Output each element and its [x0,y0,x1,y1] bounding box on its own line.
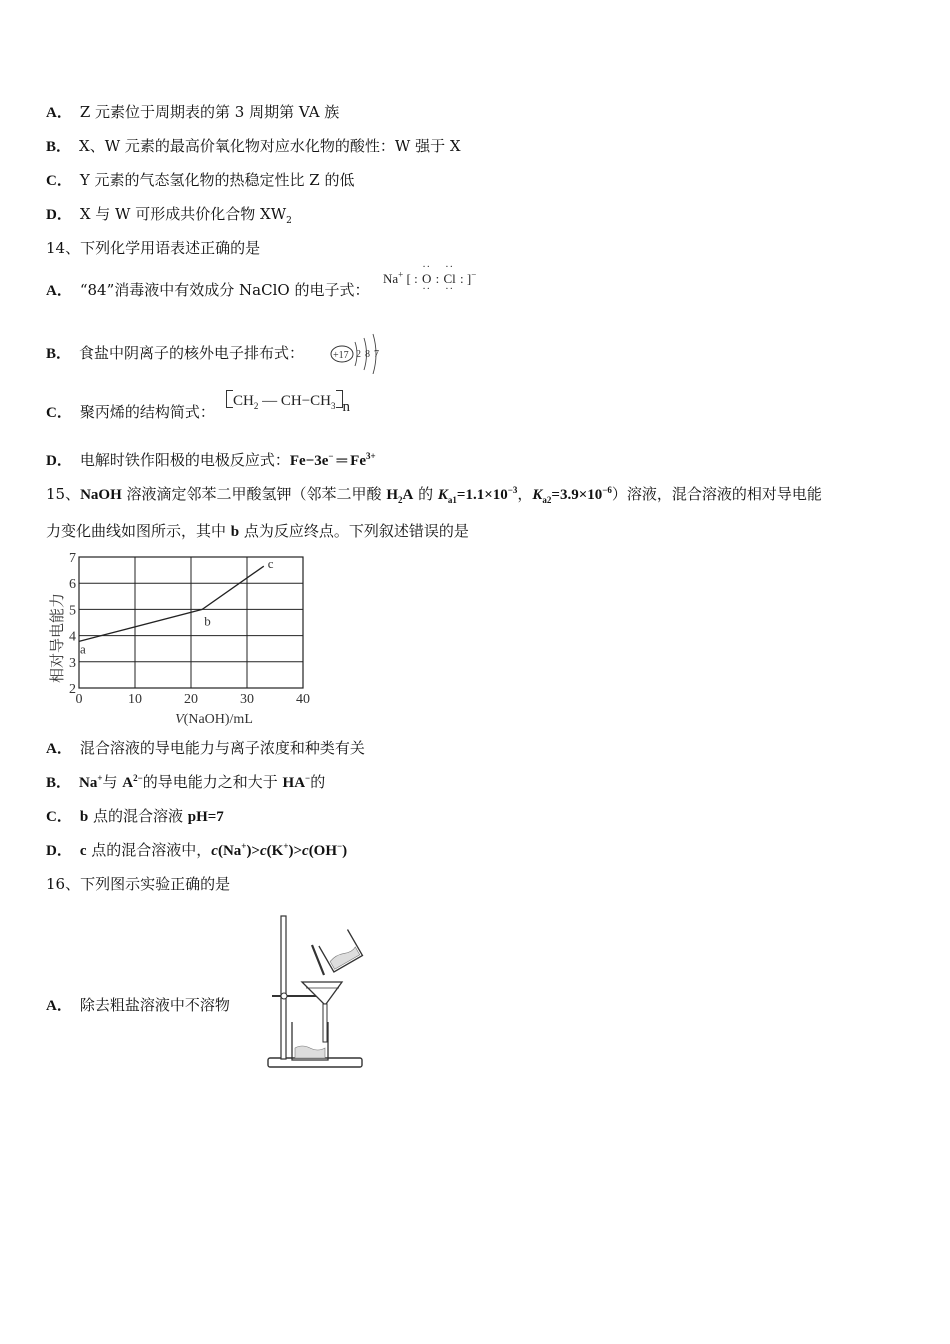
bracket-close [336,390,343,408]
electron-pair: : [414,271,418,286]
exponent: −6 [602,485,612,495]
stem-text: ）溶液，混合溶液的相对导电能 [611,485,822,503]
charge: + [241,841,247,851]
y-tick-label: 4 [69,629,76,645]
x-axis-label: V(NaOH)/mL [175,712,253,727]
charge: + [283,841,289,851]
equation-rhs: Fe [350,453,366,469]
q15-stem-line1 [46,484,822,505]
option-label: C． [46,173,72,189]
oxygen-atom [421,262,432,295]
conductivity-curve [79,566,264,641]
point-b: b [230,524,240,540]
q15-option-b [46,772,325,793]
dots-top: ·· [422,262,431,273]
ka2-value: =3.9×10 [551,487,603,503]
option-text: 食盐中阴离子的核外电子排布式： [79,344,305,362]
stem-text: 溶液滴定邻苯二甲酸氢钾（邻苯二甲酸 [121,485,387,503]
bond: − [301,393,311,409]
subscript: 2 [397,495,403,505]
subscript: 2 [286,216,292,226]
option-text: 混合溶液的导电能力与离子浓度和种类有关 [79,739,365,757]
x-tick-label: 40 [296,692,310,707]
shell-3: 7 [374,349,379,360]
funnel [302,982,342,1004]
q14-option-a [46,280,369,301]
charge: 2− [133,773,143,783]
y-tick-label: 2 [69,682,76,697]
option-label: A． [46,105,72,121]
repeat-n: n [342,399,350,415]
q13-option-a [46,102,339,123]
option-text: X 与 W 可形成共价化合物 XW [79,205,287,223]
q15-option-d [46,840,347,861]
ion-ha: HA [282,775,306,791]
ka1-value: =1.1×10 [456,487,508,503]
q14-stem: 14、下列化学用语表述正确的是 [46,239,261,257]
point-b: b [79,809,89,825]
option-label: B． [46,775,72,791]
point-label-c: c [267,556,274,572]
stand-rod [281,916,286,1059]
filtrate-liquid [295,1046,325,1058]
q16-stem: 16、下列图示实验正确的是 [46,875,231,893]
dots-bottom: ·· [445,284,454,295]
subscript: 3 [331,401,336,411]
option-text: 聚丙烯的结构简式： [79,403,215,421]
nucleus-charge: +17 [333,350,349,361]
naoh: NaOH [80,487,122,503]
ion: (K [266,843,284,859]
x-tick-label: 20 [184,692,198,707]
option-text: 点的混合溶液中， [86,841,212,859]
funnel-stem [323,1004,327,1042]
h2a: H [386,487,398,503]
option-text: 与 [102,773,123,791]
q14-option-c [46,402,215,423]
ion-a: A [122,775,134,791]
stem-text: 点为反应终点。下列叙述错误的是 [239,522,469,540]
option-label: D． [46,207,72,223]
electron-pair: : [460,271,464,286]
naclo-electron-formula [383,262,477,295]
bracket-open [226,390,233,408]
option-label: A． [46,998,72,1014]
equation-lhs: Fe−3e [289,453,329,469]
bond: — [262,393,278,409]
polypropylene-formula [226,390,350,416]
option-text: 的导电能力之和大于 [142,773,283,791]
chart-grid [79,557,303,688]
pouring-beaker [319,930,363,972]
dots-bottom: ·· [422,284,431,295]
q16-option-a [46,995,230,1016]
y-tick-label: 6 [69,577,76,593]
equals-sign: ═ [336,453,348,469]
point-label-b: b [204,613,211,629]
option-label: D． [46,843,72,859]
atom-symbol: O [421,271,432,286]
q15-stem-line2 [46,521,469,542]
anion-charge: − [471,269,477,280]
q13-option-d [46,204,292,225]
q14-option-b [46,343,304,364]
charge: + [97,773,103,783]
ion: (Na [217,843,242,859]
subscript: 2 [253,401,259,411]
option-text: “84”消毒液中有效成分 NaClO 的电子式： [79,281,370,299]
option-text: 电解时铁作阳极的电极反应式： [79,451,290,469]
stem-text: 的 [413,485,438,503]
dots-top: ·· [445,262,454,273]
option-label: D． [46,453,72,469]
conductivity-chart [44,548,324,728]
q15-option-c [46,806,224,827]
option-text: X、W 元素的最高价氧化物对应水化物的酸性：W 强于 X [79,137,461,155]
ph-value: pH=7 [187,809,224,825]
x-tick-label: 30 [240,692,254,707]
ka1: K [437,487,448,503]
conc: c [259,843,267,859]
option-text: Y 元素的气态氢化物的热稳定性比 Z 的低 [79,171,355,189]
cation: Na [383,271,399,286]
subscript: a2 [542,495,552,505]
option-label: A． [46,283,72,299]
filtration-apparatus-illustration [262,910,372,1075]
ka2: K [532,487,543,503]
y-tick-label: 3 [69,655,76,671]
chlorine-atom [442,262,456,295]
option-text: 除去粗盐溶液中不溶物 [79,996,230,1014]
point-label-a: a [80,641,86,657]
option-label: B． [46,346,72,362]
comparator: )> [288,843,303,859]
chart-ticks [69,551,310,707]
point-c: c [79,843,87,859]
ch-group: CH [280,393,302,409]
option-label: C． [46,809,72,825]
chloride-ion-shell-diagram [328,326,388,374]
ch2-group: CH [233,393,254,409]
electron-charge: − [328,451,334,461]
q14-option-d [46,450,376,471]
ion-charge: 3+ [366,451,376,461]
stem-text: 力变化曲线如图所示，其中 [46,522,231,540]
x-tick-label: 0 [75,692,83,707]
conc: c [302,843,309,859]
chart-annotations [80,556,274,656]
q13-option-c [46,170,354,191]
h2a: A [402,487,414,503]
electron-pair: : [435,271,440,286]
subscript: a1 [447,495,457,505]
separator: ， [517,485,533,503]
charge: − [337,841,343,851]
charge: − [305,773,311,783]
ion-na: Na [79,775,98,791]
comparator: )> [246,843,260,859]
y-axis-label: 相对导电能力 [48,592,66,684]
q15-option-a [46,738,365,759]
atom-symbol: Cl [443,271,456,286]
option-text: 的 [310,773,326,791]
bracket-open: [ [406,271,411,286]
exponent: −3 [507,485,518,495]
shell-2: 8 [365,349,370,360]
paren: ) [342,843,348,859]
conc: c [211,843,218,859]
option-text: Z 元素位于周期表的第 3 周期第 VA 族 [79,103,340,121]
option-label: C． [46,405,72,421]
y-tick-label: 5 [69,603,76,619]
y-tick-label: 7 [69,551,76,566]
x-tick-label: 10 [128,692,142,707]
ion: (OH [308,843,338,859]
question-number: 15、 [46,485,81,503]
cation-charge: + [398,269,404,280]
ch3-group: CH [310,393,331,409]
option-label: A． [46,741,72,757]
q13-option-b [46,136,461,157]
bracket-close: ] [466,271,472,286]
clamp-knob [281,993,287,999]
option-label: B． [46,139,72,155]
shell-1: 2 [356,349,361,360]
option-text: 点的混合溶液 [88,807,188,825]
